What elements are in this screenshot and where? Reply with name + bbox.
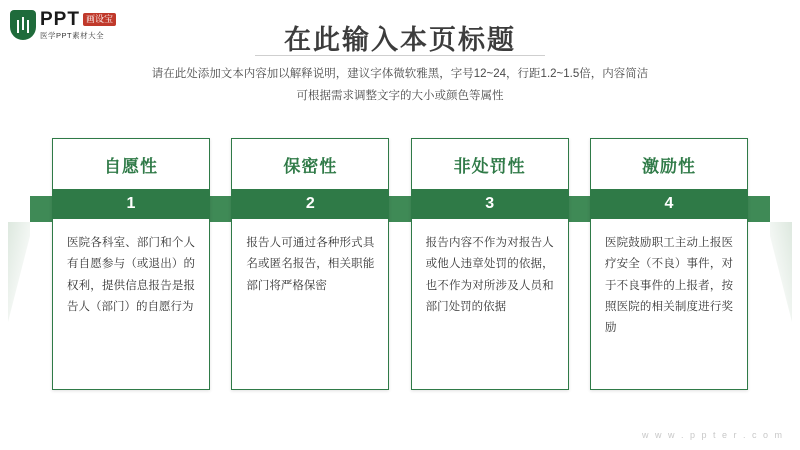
card-body-text: 医院各科室、部门和个人有自愿参与（或退出）的权利，提供信息报告是报告人（部门）的自愿行为 xyxy=(67,237,195,313)
card-title: 激励性 xyxy=(641,156,696,176)
card-item[interactable] xyxy=(52,138,210,390)
page-subtitle xyxy=(0,64,800,108)
card-item[interactable] xyxy=(590,138,748,390)
footer-watermark: w w w . p p t e r . c o m xyxy=(641,430,784,440)
card-item[interactable] xyxy=(411,138,569,390)
subtitle-line-2: 可根据需求调整文字的大小或颜色等属性 xyxy=(296,89,504,102)
band-shadow-right xyxy=(770,222,792,322)
card-number: 1 xyxy=(53,189,209,219)
card-list xyxy=(52,138,748,390)
card-item[interactable] xyxy=(231,138,389,390)
card-body-text: 医院鼓励职工主动上报医疗安全（不良）事件，对于不良事件的上报者，按照医院的相关制度进行奖励 xyxy=(604,237,733,335)
logo-sub-text: 医学PPT素材大全 xyxy=(40,31,105,41)
card-title: 自愿性 xyxy=(104,156,158,176)
logo-main-text: PPT xyxy=(40,9,80,31)
title-divider xyxy=(255,55,545,56)
card-title: 非处罚性 xyxy=(453,156,526,176)
card-number: 2 xyxy=(232,189,388,219)
card-title: 保密性 xyxy=(283,156,338,176)
card-number: 4 xyxy=(591,189,747,219)
card-number: 3 xyxy=(412,189,568,219)
subtitle-line-1: 请在此处添加文本内容加以解释说明，建议字体微软雅黑，字号12~24，行距1.2~1.5倍，内容简洁 xyxy=(151,68,649,80)
card-body-text: 报告内容不作为对报告人或他人违章处罚的依据，也不作为对所涉及人员和部门处罚的依据 xyxy=(425,237,554,313)
logo-badge: 画设宝 xyxy=(83,13,116,26)
band-shadow-left xyxy=(8,222,30,322)
card-body-text: 报告人可通过各种形式具名或匿名报告，相关职能部门将严格保密 xyxy=(246,237,375,292)
page-title: 在此输入本页标题 xyxy=(284,25,516,55)
